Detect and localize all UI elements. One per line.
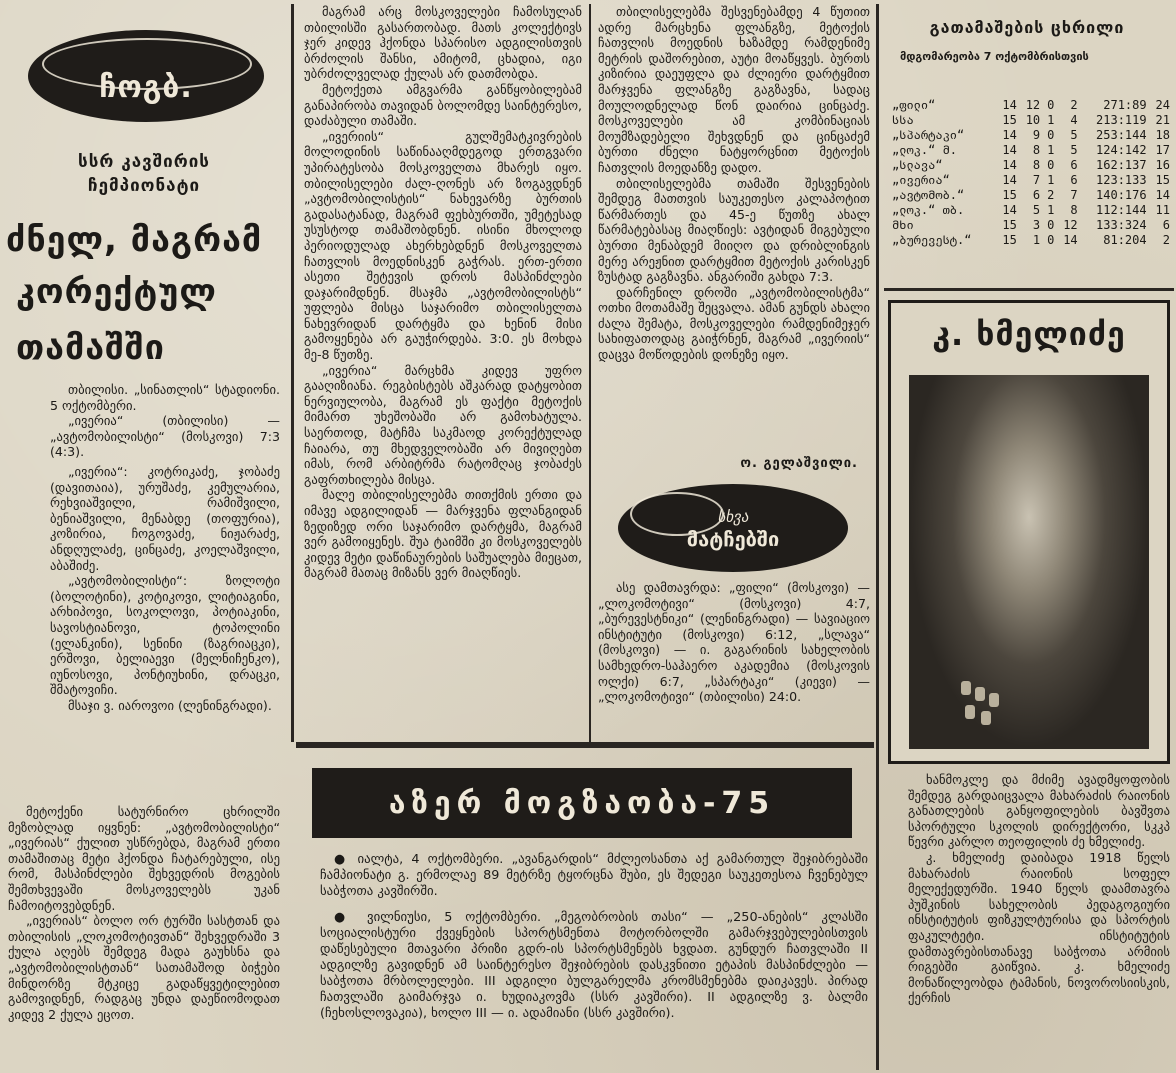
standings-cell-pts: 14 <box>1155 188 1170 202</box>
standings-cell-g: 14 <box>1002 203 1017 217</box>
standings-cell-l: 5 <box>1070 143 1078 157</box>
headline-line1: ძნელ, მაგრამ <box>6 220 263 260</box>
standings-cell-l: 12 <box>1063 218 1078 232</box>
standings-cell-pts: 21 <box>1155 113 1170 127</box>
standings-cell-score: 112:144 <box>1096 203 1147 217</box>
standings-cell-score: 123:133 <box>1096 173 1147 187</box>
column-divider-3 <box>876 4 879 1070</box>
other-results <box>598 580 870 705</box>
standings-cell-w: 12 <box>1025 98 1041 112</box>
dateline: თბილისი. „სინათლის“ სტადიონი. 5 ოქტომბერი. <box>50 382 280 413</box>
col2-paragraph-1: მაგრამ არც მოსკოველები ჩამოსულან თბილისში გასართობად. მათს კოლექტივს ჯერ კიდევ ჰქონდა სპარისო ადგილისთვის ბრძოლის შანსი, ამიტომ, ცხადია, იგი უბრძოლველად ქულას არ დათმობდა. <box>304 4 582 82</box>
standings-cell-g: 15 <box>1002 113 1017 127</box>
col2-paragraph-3: „ივერიის“ გულშემატკივრების მოლოდინის საწინააღმდეგოდ ერთგვარი უპირატესობა მოსკოველთა მხარეს იყო. თბილისელები ძალ-ღონეს არ ზოგავდნენ „ავტომობილისტის“ ნახევარზე ბურთის გადასატანად, მაგრამ ფეხბურთში, უმეტესად უსუსტოდ თამაშობდნენ. ისინი მხოლოდ პერიოდულად ახერხებდნენ მოსკოველთა ჩათვლის მოედნისკენ გაჭრას. ერთ-ერთი ასეთი შეტევის დროს მასპინძლები დაჯარიმდნენ. მსაჯმა „ავტომობილისტს“ უფლება მისცა საჯარიმო თბილისელთა ნახევრიდან დარტყმა და ხენინ მისი გამოყენება არ გაუჭირდება. 3:0. ეს მოხდა მე-8 წუთზე. <box>304 128 582 363</box>
standings-cell-w: 10 <box>1025 113 1041 127</box>
standings-cell-pts: 15 <box>1155 173 1170 187</box>
table-row <box>890 203 1172 218</box>
standings-cell-l: 6 <box>1070 173 1078 187</box>
standings-cell-l: 5 <box>1070 128 1078 142</box>
other-matches-logo-line2: მატჩებში <box>686 527 780 551</box>
avto-lineup: „ავტომობილისტი“: ზოლოტი (ბოლოტინი), კოტიკოვი, ლიტიაგინი, არხიპოვი, სოკოლოვი, პოტიაკინი, სავოსტიანოვი, ტოპოლინი (ელანკინი), სენინი (ზაგრიაცკი), ერშოვი, ბელიაევი (მელნიჩენკო), იუნოსოვი, პონტიუხინი, დრაცკი, შმატოვიჩი. <box>50 573 280 698</box>
col2-paragraph-2: მეტოქეთა ამგვარმა განწყობილებამ განაპირობა თავიდან ბოლომდე საინტერესო, დაძაბული თამაში. <box>304 81 582 129</box>
standings-cell-team: „ფილი“ <box>892 98 936 112</box>
match-info <box>50 382 280 713</box>
standings-cell-d: 1 <box>1047 203 1055 217</box>
standings-cell-g: 14 <box>1002 143 1017 157</box>
match-score: „ივერია“ (თბილისი) — „ავტომობილისტი“ (მოსკოვი) 7:3 (4:3). <box>50 413 280 460</box>
referee-line: მსაჯი ვ. იაროვოი (ლენინგრადი). <box>68 697 272 713</box>
news-item-1: ● იალტა, 4 ოქტომბერი. „ავანგარდის“ მძლეოსანთა აქ გამართულ შეჯიბრებაში ჩამპიონატი გ. ერმოლაე 89 მეტრზე ტყორცნა შუბი, ეს შედეგი საუკეთესოა ჩვენებულ საბჭოთა კავშირში. <box>320 852 868 899</box>
medal-icon <box>989 693 999 707</box>
table-row <box>890 113 1172 128</box>
standings-cell-l: 4 <box>1070 113 1078 127</box>
headline-line3: თამაშში <box>16 328 165 368</box>
standings-cell-g: 15 <box>1002 218 1017 232</box>
obituary-portrait <box>909 375 1149 749</box>
standings-cell-g: 14 <box>1002 128 1017 142</box>
standings-cell-g: 14 <box>1002 173 1017 187</box>
standings-cell-team: სსა <box>892 113 914 127</box>
standings-cell-score: 253:144 <box>1096 128 1147 142</box>
medal-icon <box>961 681 971 695</box>
author-signature: ო. გელაშვილი. <box>740 456 858 471</box>
table-row <box>890 158 1172 173</box>
column-2 <box>304 4 582 740</box>
col3-paragraph-3: დარჩენილ დროში „ავტომობილისტმა“ ოთხი მოთამაშე შეცვალა. ამან გუნდს ახალი ძალა შემატა, მოსკოველები რამდენიმეჯერ სახიფათოდაც გაიჭრნენ, მაგრამ „ივერიის“ დაცვა მოწოდების დონეზე იყო. <box>598 284 870 363</box>
standings-cell-pts: 2 <box>1162 233 1170 247</box>
standings-cell-d: 0 <box>1047 158 1055 172</box>
bottom-news <box>320 852 868 1070</box>
standings-cell-l: 8 <box>1070 203 1078 217</box>
col1-paragraph-1: მეტოქენი სატურნირო ცხრილში მეზობლად იყვნენ: „ავტომობილისტი“ „ივერიას“ ქულით უსწრებდა, მაგრამ ერთი თამაშითაც მეტი ჰქონდა ჩატარებული, ისე რომ, მასპინძლები შეხვედრის მოგების შემთხვევაში მოსკოველებს უკან ჩამოიტოვებდნენ. <box>8 804 280 913</box>
col2-paragraph-4: „ივერია“ მარცხმა კიდევ უფრო გააღიზიანა. რეგბისტებს აშკარად დატყობით ნერვიულობა, მაგრამ ეს ფაქტი მეტოქის მიმართ უხეშობაში არ გამოხატულა. საერთოდ, მატჩმა საკმაოდ კორექტულად ჩაიარა, თუ მხედველობაში არ მივიღებთ იმას, რომ არბიტრმა რატომღაც ჯობაძეს გაფრთხილება მისცა. <box>304 362 582 487</box>
column-divider-1 <box>291 4 294 742</box>
standings-cell-d: 0 <box>1047 233 1055 247</box>
medal-icon <box>975 687 985 701</box>
standings-cell-d: 0 <box>1047 128 1055 142</box>
obituary-text <box>908 772 1170 1006</box>
standings-cell-w: 5 <box>1032 203 1041 217</box>
standings-cell-d: 0 <box>1047 218 1055 232</box>
standings-cell-d: 1 <box>1047 173 1055 187</box>
table-row <box>890 173 1172 188</box>
col1-body <box>8 804 280 1022</box>
bottom-section-rule <box>296 742 874 748</box>
table-row <box>890 218 1172 233</box>
obituary-frame <box>888 300 1170 764</box>
standings-cell-w: 3 <box>1032 218 1041 232</box>
table-row <box>890 233 1172 248</box>
standings-cell-score: 162:137 <box>1096 158 1147 172</box>
standings-cell-w: 8 <box>1032 158 1041 172</box>
standings-cell-team: მხი <box>892 218 914 232</box>
headline-line2: კორექტულ <box>16 272 217 312</box>
standings-cell-l: 6 <box>1070 158 1078 172</box>
medal-icon <box>965 705 975 719</box>
standings-cell-pts: 6 <box>1162 218 1170 232</box>
standings-cell-d: 1 <box>1047 113 1055 127</box>
standings-cell-g: 14 <box>1002 98 1017 112</box>
standings-cell-w: 9 <box>1032 128 1041 142</box>
column-1 <box>6 8 282 1070</box>
obituary-name: კ. ხმელიძე <box>932 315 1126 353</box>
standings-cell-team: „ავტომობ.“ <box>892 188 965 202</box>
standings-cell-score: 140:176 <box>1096 188 1147 202</box>
rubric-line1: სსრ კავშირის <box>78 152 210 172</box>
standings-cell-g: 15 <box>1002 188 1017 202</box>
standings-cell-score: 81:204 <box>1103 233 1147 247</box>
column-4 <box>884 4 1174 1070</box>
standings-cell-d: 0 <box>1047 98 1055 112</box>
column-3 <box>598 4 870 740</box>
rugby-logo-text: ჩოგბ. <box>99 69 193 105</box>
standings-cell-score: 124:142 <box>1096 143 1147 157</box>
section-banner: აზერ მოგზაობა-75 <box>312 768 852 838</box>
standings-cell-l: 14 <box>1063 233 1078 247</box>
col2-paragraph-5: მალე თბილისელებმა თითქმის ერთი და იმავე ადგილიდან — მარჯვენა ფლანგიდან ზედიზედ ორი საჯარიმო დარტყმა, მაგრამ ვერ გამოიყენეს. შუა ტაიმში კი მოსკოველებს კიდევ მეტი დაწინაურების საშუალება მიეცათ, მაგრამ მათაც მიზანს ვერ მიაღწიეს. <box>304 487 582 581</box>
standings-cell-pts: 24 <box>1155 98 1170 112</box>
standings-cell-l: 7 <box>1070 188 1078 202</box>
standings-cell-team: „ლოკ.“ თბ. <box>892 203 965 217</box>
standings-cell-pts: 11 <box>1155 203 1170 217</box>
standings-cell-team: „სპარტაკი“ <box>892 128 965 142</box>
other-matches-logo-line1: სხვა <box>717 508 749 526</box>
standings-cell-g: 15 <box>1002 233 1017 247</box>
standings-cell-pts: 17 <box>1155 143 1170 157</box>
table-row <box>890 188 1172 203</box>
rugby-logo <box>28 30 264 122</box>
standings-cell-w: 6 <box>1032 188 1041 202</box>
standings-cell-d: 1 <box>1047 143 1055 157</box>
news-item-2: ● ვილნიუსი, 5 ოქტომბერი. „მეგობრობის თასი“ — „250-ანების“ კლასში სოციალისტური ქვეყნების სპორტსმენთა მოტორბოლში გამარჯვებულებისთვის დაწესებული მთავარი პრიზი გდრ-ის სპორტსმენებს ხვდათ. გუნდურ ჩათვლაში II ადგილზე გავიდნენ ამ საინტერესო შეჯიბრების დასკვნითი ეტაპის მასპინძლები — საბჭოთა მრბოლელები. III ადგილი ბულგარელმა კრომსმენებმა დაიკავეს. პირად ჩათვლაში გაიმარჯვა ი. ხუდიაკოვმა (სსრ კავშირი). II ადგილზე ვ. ბალმი (ჩეხოსლოვაკია), ხოლო III — ი. ადამიანი (სსრ კავშირი). <box>320 910 868 1021</box>
standings-title: გათამაშების ცხრილი <box>929 18 1125 37</box>
obituary-paragraph-1: ხანმოკლე და მძიმე ავადმყოფობის შემდეგ გარდაიცვალა მახარაძის რაიონის განათლების განყოფილების ბავშვთა სპორტული სკოლის დირექტორი, სკკპ წევრი კარლო თეოფილის ძე ხმელიძე. <box>908 772 1170 850</box>
obituary-paragraph-2: კ. ხმელიძე დაიბადა 1918 წელს მახარაძის რაიონის სოფელ მელექედურში. 1940 წელს დაამთავრა პუშკინის სახელობის პედაგოგიური ინსტიტუტის ფიზკულტურისა და სპორტის ფაკულტეტი. ინსტიტუტის დამთავრებისთანავე საბჭოთა არმიის რიგებში გაიწვია. კ. ხმელიძე მონაწილეობდა ტამანის, ნოვოროსიისკის, ქერჩის <box>908 849 1170 1006</box>
column-divider-2 <box>589 4 591 742</box>
standings-cell-pts: 18 <box>1155 128 1170 142</box>
rubric-line2: ჩემპიონატი <box>87 176 201 196</box>
standings-cell-w: 7 <box>1032 173 1041 187</box>
col1-paragraph-2: „ივერიას“ ბოლო ორ ტურში სასტთან და თბილისის „ლოკომოტივთან“ შეხვედრაში 3 ქულა აღებს შემდეგ მადა გაუხსნა და „ავტომობილისტთან“ სათამაშოდ ბიჭები მინდორზე მტკიცე გადაწყვეტილებით გამოვიდნენ, რადგაც უნდა დაეწიომოდათ კიდევ 2 ქულა ეცოთ. <box>8 913 280 1022</box>
standings-cell-team: „ლოკ.“ მ. <box>892 143 958 157</box>
standings-cell-w: 8 <box>1032 143 1041 157</box>
standings-cell-l: 2 <box>1070 98 1078 112</box>
other-matches-logo <box>618 484 848 572</box>
standings-cell-score: 133:324 <box>1096 218 1147 232</box>
standings-cell-d: 2 <box>1047 188 1055 202</box>
standings-cell-pts: 16 <box>1155 158 1170 172</box>
col3-paragraph-2: თბილისელებმა თამაში შესვენების შემდეგ მათთვის საუკეთესო კალაპოტით წარმართეს და 45-ე წუთზე ახალ წარმატებასაც მიაღწიეს: ავტიდან მიგებული ბურთი მენაბდემ მიიღო და დრიბლინგის მერე არეჟნით დარტყმით მეტოქის კარისკენ ზუსტად გაგზავნა. ანგარიში გახდა 7:3. <box>598 175 870 285</box>
table-row <box>890 143 1172 158</box>
standings-cell-team: „ბურევესტ.“ <box>892 233 972 247</box>
table-row <box>890 128 1172 143</box>
col3-paragraph-1: თბილისელებმა შესვენებამდე 4 წუთით ადრე მარცხენა ფლანგზე, მეტოქის ჩათვლის მოედნის ხაზამდე რამდენიმე მეტრის დაშორებით, აუტი მოაწყვეს. ბურთს კიზირია დაეუფლა და ძლიერი დარტყმით მარჯვენა ფლანგზე გაგზავნა, სადაც მოულოდნელად წონ დაირია ცინცაძე. მოსკოველები ამ კომბინაციას მოუმზადებელი შეხვდნენ და ცინცაძემ ბურთი ძნელი ნატყორცნით მეტოქის ჩათვლის მოედანზე დადო. <box>598 4 870 175</box>
col3-body <box>598 4 870 363</box>
standings-cell-score: 213:119 <box>1096 113 1147 127</box>
medal-icon <box>981 711 991 725</box>
table-row <box>890 98 1172 113</box>
standings-cell-team: „სლავა“ <box>892 158 943 172</box>
col2-body <box>304 4 582 581</box>
obituary-frame-top <box>884 288 1174 291</box>
standings-cell-score: 271:89 <box>1103 98 1147 112</box>
other-results-text: ასე დამთავრდა: „ფილი“ (მოსკოვი) — „ლოკომოტივი“ (მოსკოვი) 4:7, „ბურევესტნიკი“ (ლენინგრადი) — სავიაციო ინსტიტუტი (მოსკოვი) 6:12, „სლავა“ (მოსკოვი) — ი. გაგარინის სახელობის სამხედრო-საჰაერო აკადემია (მოსკოვის ოლქი) 6:7, „სპარტაკი“ (კიევი) — „ლოკომოტივი“ (თბილისი) 24:0. <box>598 580 870 705</box>
standings-cell-g: 14 <box>1002 158 1017 172</box>
standings-table <box>890 98 1172 248</box>
standings-cell-team: „ივერია“ <box>892 173 950 187</box>
standings-subtitle: მდგომარეობა 7 ოქტომბრისთვის <box>900 50 1089 63</box>
iveria-lineup: „ივერია“: კოტრიკაძე, ჯობაძე (დავითაია), ურუშაძე, კემულარია, რეხვიაშვილი, რამიშვილი, ბენიაშვილი, მენაბდე (თოფურია), კოზირია, ჩოგოვაძე, ნიჟარაძე, ანდღულაძე, ცინცაძე, კოელაშვილი, აბაშიძე. <box>50 463 280 573</box>
standings-cell-w: 1 <box>1032 233 1041 247</box>
